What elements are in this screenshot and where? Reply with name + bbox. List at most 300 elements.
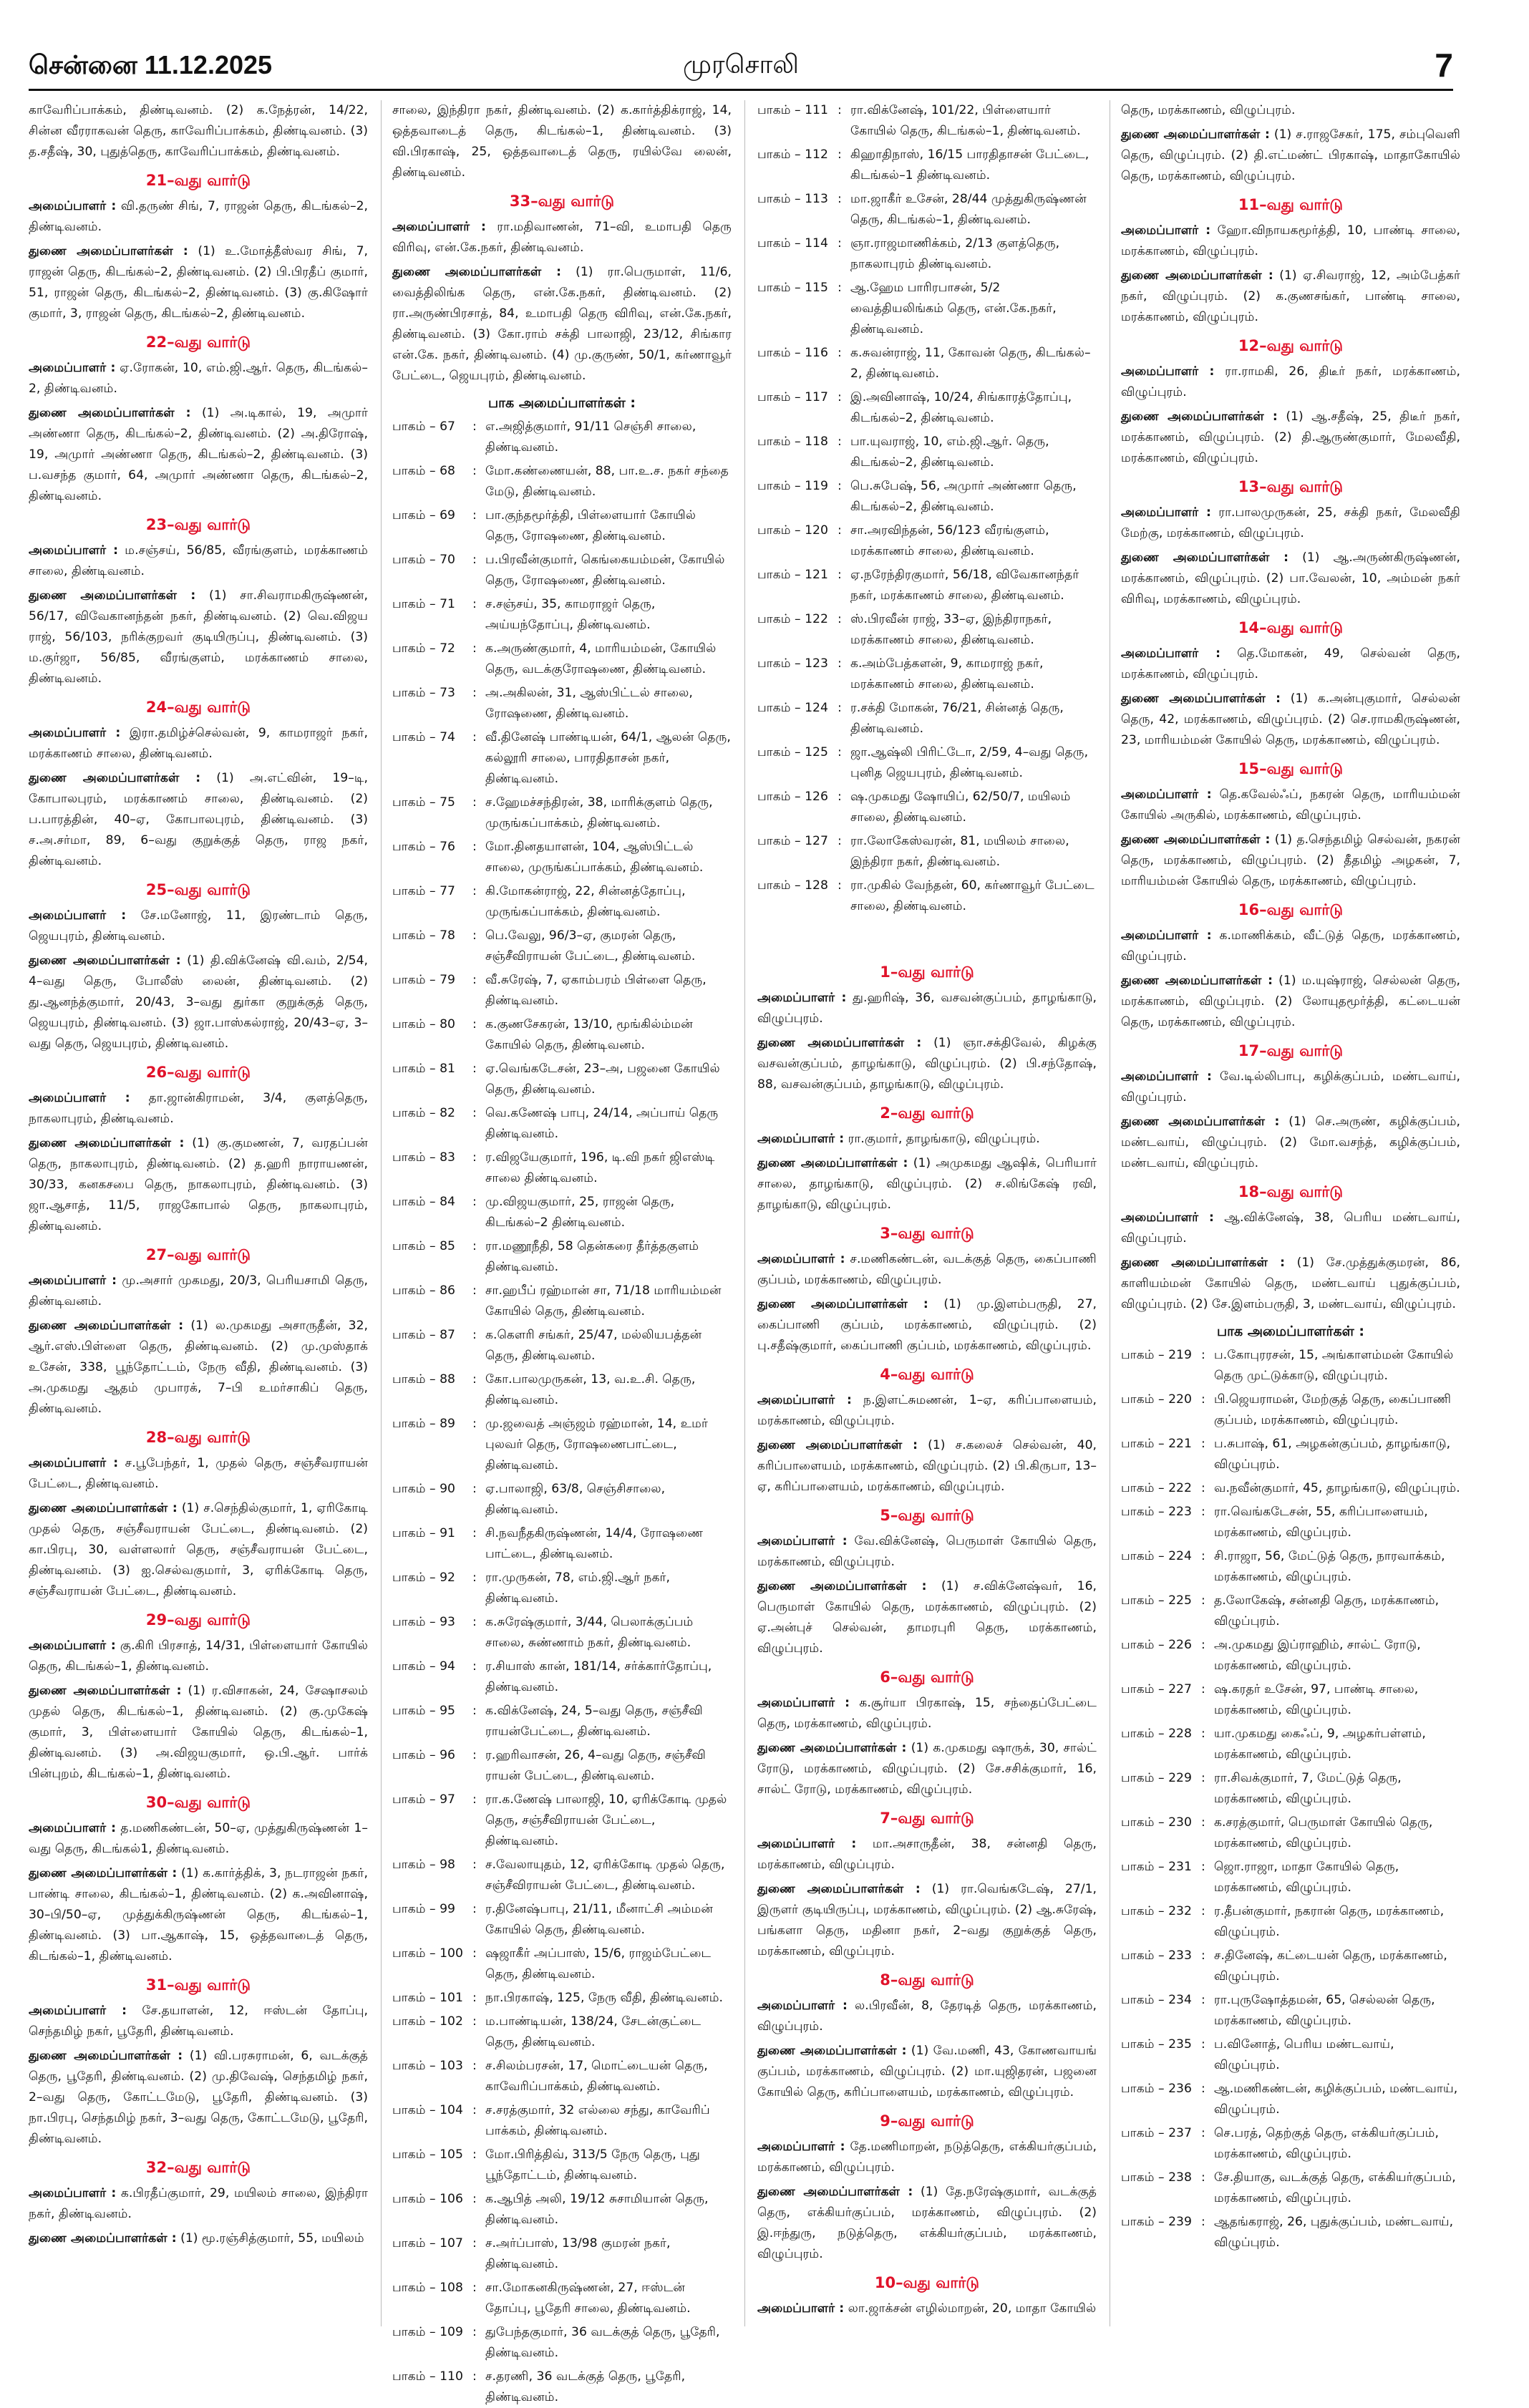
booth-entry — [392, 2145, 732, 2186]
appointment-paragraph — [757, 1879, 1097, 1962]
role-label: அமைப்பாளர் : — [757, 1837, 857, 1851]
appointment-paragraph — [29, 1863, 368, 1967]
appointment-text: ரா.குமார், தாழங்காடு, விழுப்புரம். — [848, 1132, 1040, 1146]
appointment-paragraph — [1121, 644, 1460, 685]
ward-heading: 6–வது வார்டு — [880, 1669, 974, 1686]
booth-number: பாகம் – 92 — [392, 1570, 455, 1585]
booth-entry — [392, 727, 732, 790]
booth-entry — [392, 417, 732, 458]
booth-person: ர.ஹரிவாசன், 26, 4–வது தெரு, சஞ்சீவி ராயன் பேட்டை, திண்டிவனம். — [485, 1748, 706, 1783]
booth-person: ச.சிலம்பரசன், 17, மொட்டையன் தெரு, காவேரிப்பாக்கம், திண்டிவனம். — [485, 2059, 708, 2094]
booth-person: சா.மோகனகிருஷ்ணன், 27, ஈஸ்டன் தோப்பு, பூதேரி சாலை, திண்டிவனம். — [485, 2281, 691, 2316]
booth-colon: : — [1201, 1860, 1205, 1874]
booth-person: த.லோகேஷ், சன்னதி தெரு, மரக்காணம், விழுப்புரம். — [1214, 1593, 1440, 1628]
booth-number: பாகம் – 71 — [392, 597, 455, 611]
booth-number: பாகம் – 104 — [392, 2103, 463, 2117]
booth-person: ர.சக்தி மோகன், 76/21, சின்னத் தெரு, திண்டிவனம். — [850, 701, 1064, 736]
appointment-paragraph — [29, 2228, 368, 2249]
booth-person: ர.சியாஸ் கான், 181/14, சர்க்கார்தோப்பு, திண்டிவனம். — [485, 1659, 712, 1694]
booth-number: பாகம் – 75 — [392, 795, 455, 810]
booth-person: பெ.வேலு, 96/3–ஏ, குமரன் தெரு, சஞ்சீவிராயன் பேட்டை, திண்டிவனம். — [485, 928, 696, 963]
ward-heading: 10–வது வார்டு — [874, 2274, 980, 2291]
booth-number: பாகம் – 231 — [1121, 1860, 1192, 1874]
booth-colon: : — [1201, 2170, 1205, 2185]
appointment-paragraph — [29, 241, 368, 324]
appointment-text: (1) மூ.ரஞ்சித்குமார், 55, மயிலம் — [180, 2231, 364, 2246]
booth-entry — [1121, 1990, 1460, 2031]
booth-colon: : — [472, 1659, 477, 1674]
booth-colon: : — [838, 568, 842, 582]
booth-entry — [392, 1656, 732, 1698]
booth-number: பாகம் – 117 — [757, 390, 828, 404]
booth-colon: : — [1201, 2215, 1205, 2229]
booth-entry — [1121, 1679, 1460, 1721]
appointment-text: வே.டில்லிபாபு, கழிக்குப்பம், மண்டவாய், விழுப்புரம். — [1121, 1069, 1460, 1105]
appointment-paragraph — [757, 1576, 1097, 1659]
booth-number: பாகம் – 224 — [1121, 1549, 1192, 1563]
booth-number: பாகம் – 223 — [1121, 1505, 1192, 1519]
appointment-paragraph — [29, 1453, 368, 1495]
ward-heading: 15–வது வார்டு — [1238, 760, 1344, 777]
ward-heading: 22–வது வார்டு — [145, 334, 251, 351]
ward-heading: 28–வது வார்டு — [145, 1429, 251, 1446]
role-label: அமைப்பாளர் : — [29, 1456, 119, 1470]
appointment-text: ஹோ.விநாயகமூர்த்தி, 10, பாண்டி சாலை, மரக்காணம், விழுப்புரம். — [1121, 223, 1461, 258]
booth-entry — [392, 1523, 732, 1565]
booth-colon: : — [838, 745, 842, 759]
role-label: அமைப்பாளர் : — [1121, 1210, 1214, 1225]
appointment-paragraph — [757, 1435, 1097, 1497]
booth-entry — [392, 1943, 732, 1985]
appointment-paragraph — [757, 2298, 1097, 2319]
appointment-text: (1) ஆ.சதீஷ், 25, திடீர் நகர், மரக்காணம், விழுப்புரம். (2) தி.ஆருண்குமார், மேலவீதி, மரக்காணம், விழுப்புரம். — [1121, 409, 1460, 465]
booth-number: பாகம் – 122 — [757, 612, 828, 626]
booth-number: பாகம் – 126 — [757, 790, 828, 804]
newspaper-title: முரசொலி — [683, 50, 799, 79]
booth-person: க.விக்னேஷ், 24, 5–வது தெரு, சஞ்சீவி ராயன்பேட்டை, திண்டிவனம். — [485, 1704, 703, 1739]
booth-person: க.சரத்குமார், பெருமாள் கோயில் தெரு, மரக்காணம், விழுப்புரம். — [1214, 1815, 1433, 1850]
role-label: அமைப்பாளர் : — [1121, 1069, 1212, 1084]
booth-entry — [392, 2056, 732, 2097]
booth-colon: : — [472, 2059, 477, 2073]
role-label: அமைப்பாளர் : — [757, 1999, 848, 2013]
booth-person: பெ.சுபேஷ், 56, அமுார் அண்ணா தெரு, கிடங்கல்–2, திண்டிவனம். — [850, 479, 1077, 514]
role-label: அமைப்பாளர் : — [1121, 505, 1211, 520]
role-label: அமைப்பாளர் : — [1121, 928, 1212, 943]
booth-number: பாகம் – 118 — [757, 434, 828, 449]
appointment-paragraph — [29, 100, 368, 162]
appointment-paragraph — [757, 1294, 1097, 1356]
booth-entry — [1121, 1389, 1460, 1431]
appointment-paragraph — [1121, 361, 1460, 403]
booth-person: க.கௌரி சங்கர், 25/47, மல்லியபத்தன் தெரு, திண்டிவனம். — [485, 1328, 702, 1363]
appointment-paragraph — [757, 988, 1097, 1029]
booth-person: ரா.மணூநீதி, 58 தென்கரை தீர்த்தகுளம் திண்டிவனம். — [485, 1239, 699, 1274]
booth-number: பாகம் – 87 — [392, 1328, 455, 1342]
appointment-paragraph — [29, 358, 368, 399]
booth-colon: : — [1201, 1771, 1205, 1785]
booth-colon: : — [472, 2103, 477, 2117]
booth-number: பாகம் – 79 — [392, 973, 455, 987]
booth-colon: : — [472, 2281, 477, 2295]
booth-person: ஏ.பாலாஜி, 63/8, செஞ்சிசாலை, திண்டிவனம். — [485, 1482, 666, 1517]
booth-entry — [392, 1192, 732, 1233]
booth-colon: : — [472, 928, 477, 943]
booth-number: பாகம் – 229 — [1121, 1771, 1192, 1785]
booth-person: வெ.கணேஷ் பாபு, 24/14, அப்பாய் தெரு திண்டிவனம். — [485, 1106, 719, 1141]
booth-number: பாகம் – 107 — [392, 2236, 463, 2251]
booth-number: பாகம் – 83 — [392, 1150, 455, 1165]
booth-colon: : — [472, 1615, 477, 1629]
booth-colon: : — [472, 1792, 477, 1807]
masthead — [29, 47, 1453, 91]
booth-entry — [392, 1369, 732, 1411]
booth-number: பாகம் – 99 — [392, 1902, 455, 1916]
booth-person: ஞா.ராஜமாணிக்கம், 2/13 குளத்தெரு, நாகலாபுரம் திண்டிவனம். — [850, 236, 1060, 271]
appointment-text: (1) ஆ.அருண்கிருஷ்ணன், மரக்காணம், விழுப்புரம். (2) பா.வேலன், 10, அம்மன் நகர் விரிவு, மரக்காணம், விழுப்புரம். — [1121, 550, 1460, 606]
booth-number: பாகம் – 127 — [757, 834, 828, 848]
ward-heading: 5–வது வார்டு — [880, 1507, 974, 1524]
booth-entry — [392, 550, 732, 591]
booth-person: துபேந்தகுமார், 36 வடக்குத் தெரு, பூதேரி, திண்டிவனம். — [485, 2325, 720, 2360]
booth-entry — [1121, 1768, 1460, 1810]
booth-colon: : — [472, 2192, 477, 2206]
booth-person: ஏ.நரேந்திரகுமார், 56/18, விவேகானந்தர் நகர், மரக்காணம் சாலை, திண்டிவனம். — [850, 568, 1079, 603]
ward-heading: 24–வது வார்டு — [145, 699, 251, 716]
booth-colon: : — [1201, 2126, 1205, 2140]
booth-number: பாகம் – 225 — [1121, 1593, 1192, 1608]
appointment-text: (1) க.முகமது ஷாருக், 30, சால்ட் ரோடு, மரக்காணம், விழுப்புரம். (2) சே.சசிக்குமார், 16, சால்ட் ரோடு, மரக்காணம், விழுப்புரம். — [757, 1741, 1097, 1797]
booth-number: பாகம் – 111 — [757, 103, 828, 117]
role-label: துணை அமைப்பாளர்கள் : — [29, 1866, 178, 1880]
appointment-text: (1) ரா.பெருமாள், 11/6, வைத்திலிங்க தெரு, என்.கே.நகர், திண்டிவனம். (2) ரா.அருண்பிரசாத், 84, உமாபதி தெரு விரிவு, என்.கே.நகர், திண்டிவனம். (3) கோ.ராம் சக்தி பாலாஜி, 23/12, சிங்கார என்.கே. நகர், திண்டிவனம். (4) மு.குருண், 50/1, கர்ணாவூர் பேட்டை, ஜெயபுரம், திண்டிவனம். — [392, 265, 732, 383]
appointment-paragraph — [757, 1129, 1097, 1150]
role-label: துணை அமைப்பாளர்கள் : — [757, 1579, 927, 1593]
booth-colon: : — [838, 103, 842, 117]
role-label: துணை அமைப்பாளர்கள் : — [29, 244, 188, 258]
ward-heading: 11–வது வார்டு — [1238, 196, 1344, 213]
appointment-text: தெரு, மரக்காணம், விழுப்புரம். — [1121, 103, 1296, 117]
issue-date: சென்னை 11.12.2025 — [29, 50, 273, 79]
booth-person: க.அம்பேத்களன், 9, காமராஜ் நகர், மரக்காணம் சாலை, திண்டிவனம். — [850, 656, 1044, 691]
booth-number: பாகம் – 103 — [392, 2059, 463, 2073]
booth-entry — [392, 1325, 732, 1366]
booth-number: பாகம் – 121 — [757, 568, 828, 582]
appointment-text: (1) சா.சிவராமகிருஷ்ணன், 56/17, விவேகானந்தன் நகர், திண்டிவனம். (2) வெ.விஜய ராஜ், 56/103, நரிக்குறவர் குடியிருப்பு, திண்டிவனம். (3) ம.குர்ஜா, 56/85, வீரங்குளம், மரக்காணம் சாலை, திண்டிவனம். — [29, 588, 368, 686]
appointment-text: (1) க.கார்த்திக், 3, நடராஜன் நகர், பாண்டி சாலை, கிடங்கல்–1, திண்டிவனம். (2) க.அவினாஷ், 30–பி/50–ஏ, முத்துக்கிருஷ்ணன் தெரு, கிடங்கல்–1, திண்டிவனம். (3) பா.ஆகாஷ், 15, ஒத்தவாடைத் தெரு, கிடங்கல்–1, திண்டிவனம். — [29, 1866, 368, 1963]
appointment-paragraph — [29, 1818, 368, 1860]
booth-entry — [392, 1745, 732, 1787]
booth-entry — [757, 609, 1097, 651]
ward-heading: 3–வது வார்டு — [880, 1225, 974, 1242]
booth-colon: : — [472, 1482, 477, 1496]
appointment-text: (1) கு.குமணன், 7, வரதப்பன் தெரு, நாகலாபுரம், திண்டிவனம். (2) த.ஹரி நாராயணன், 30/33, கனகசபை தெரு, நாகலாபுரம், திண்டிவனம். (3) ஜா.ஆசாத், 11/5, ராஜகோபால் தெரு, நாகலாபுரம், திண்டிவனம். — [29, 1136, 368, 1233]
ward-heading: 8–வது வார்டு — [880, 1971, 974, 1989]
booth-number: பாகம் – 110 — [392, 2369, 463, 2384]
booth-colon: : — [472, 1328, 477, 1342]
booth-entry — [1121, 2123, 1460, 2165]
appointment-paragraph — [1121, 125, 1460, 187]
appointment-paragraph — [757, 1996, 1097, 2037]
role-label: துணை அமைப்பாளர்கள் : — [757, 2044, 907, 2058]
booth-colon: : — [472, 641, 477, 656]
booth-colon: : — [472, 2147, 477, 2162]
booth-person: ச.சஞ்சய், 35, காமராஜர் தெரு, அய்யந்தோப்பு, திண்டிவனம். — [485, 597, 656, 632]
role-label: அமைப்பாளர் : — [29, 543, 118, 558]
booth-number: பாகம் – 85 — [392, 1239, 455, 1253]
ward-heading: 14–வது வார்டு — [1238, 619, 1344, 636]
appointment-paragraph — [392, 100, 732, 183]
booth-person: மு.விஜயகுமார், 25, ராஜன் தெரு, கிடங்கல்–2 திண்டிவனம். — [485, 1195, 675, 1230]
booth-person: ஷ.கரதர் உசேன், 97, பாண்டி சாலை, மரக்காணம், விழுப்புரம். — [1214, 1682, 1419, 1717]
booth-colon: : — [472, 1150, 477, 1165]
booth-entry — [757, 742, 1097, 784]
booth-entry — [1121, 1434, 1460, 1475]
appointment-paragraph — [757, 1390, 1097, 1432]
booth-entry — [1121, 1901, 1460, 1943]
booth-person: ஜா.ஆஷ்லி பிரிட்டோ, 2/59, 4–வது தெரு, புனித ஜெயபுரம், திண்டிவனம். — [850, 745, 1089, 780]
booth-entry — [757, 787, 1097, 828]
appointment-paragraph — [1121, 407, 1460, 469]
appointment-text: மா.அசாருதீன், 38, சன்னதி தெரு, மரக்காணம், விழுப்புரம். — [757, 1837, 1097, 1872]
booth-person: ர.தினேஷ்பாபு, 21/11, மீனாட்சி அம்மன் கோயில் தெரு, திண்டிவனம். — [485, 1902, 714, 1937]
appointment-text: (1) ல.முகமது அசாருதீன், 32, ஆர்.எஸ்.பிள்ளை தெரு, திண்டிவனம். (2) மு.முஸ்தாக் உசேன், 338, பூந்தோட்டம், நேரு வீதி, திண்டிவனம். (3) அ.முகமது ஆதம் முபாரக், 7–பி உமர்சாகிப் தெரு, திண்டிவனம். — [29, 1319, 368, 1416]
booth-entry — [392, 1014, 732, 1056]
booth-person: ஜொ.ராஜா, மாதா கோயில் தெரு, மரக்காணம், விழுப்புரம். — [1214, 1860, 1399, 1895]
booth-entry — [392, 1147, 732, 1189]
appointment-paragraph — [757, 1033, 1097, 1095]
appointment-text: ஆ.விக்னேஷ், 38, பெரிய மண்டவாய், விழுப்புரம். — [1121, 1210, 1460, 1246]
booth-person: ரா.புருஷோத்தமன், 65, செல்லன் தெரு, மரக்காணம், விழுப்புரம். — [1214, 1993, 1435, 2028]
appointment-paragraph — [29, 1088, 368, 1130]
booth-colon: : — [838, 479, 842, 493]
role-label: துணை அமைப்பாளர்கள் : — [1121, 550, 1288, 565]
booth-number: பாகம் – 88 — [392, 1372, 455, 1387]
appointment-text: (1) தி.விக்னேஷ் வி.வம், 2/54, 4–வது தெரு, போலீஸ் லைன், திண்டிவனம். (2) து.ஆனந்த்குமார், 20/43, 3–வது துர்கா குறுக்குத் தெரு, ஜெயபுரம், திண்டிவனம். (3) ஜா.பாஸ்கல்ராஜ், 20/43–ஏ, 3–வது தெரு, ஜெயபுரம், திண்டிவனம். — [29, 953, 368, 1051]
appointment-text: (1) செ.அருண், கழிக்குப்பம், மண்டவாய், விழுப்புரம். (2) மோ.வசந்த், கழிக்குப்பம், மண்டவாய், விழுப்புரம். — [1121, 1115, 1460, 1170]
appointment-text: (1) க.அன்புகுமார், செல்லன் தெரு, 42, மரக்காணம், விழுப்புரம். (2) செ.ராமகிருஷ்ணன், 23, மாரியம்மன் கோயில் தெரு, மரக்காணம், விழுப்புரம். — [1121, 691, 1460, 747]
role-label: துணை அமைப்பாளர்கள் : — [757, 1741, 907, 1755]
booth-entry — [1121, 1591, 1460, 1632]
booth-colon: : — [472, 1526, 477, 1540]
booth-colon: : — [1201, 2037, 1205, 2052]
booth-person: ரா.முகில் வேந்தன், 60, கர்ணாவூர் பேட்டை சாலை, திண்டிவனம். — [850, 878, 1094, 913]
role-label: அமைப்பாளர் : — [1121, 646, 1220, 661]
booth-number: பாகம் – 97 — [392, 1792, 455, 1807]
booth-entry — [757, 831, 1097, 873]
ward-heading: 32–வது வார்டு — [145, 2159, 251, 2176]
booth-colon: : — [838, 281, 842, 295]
booth-colon: : — [472, 1017, 477, 1031]
appointment-paragraph — [392, 262, 732, 387]
booth-person: க.சுவன்ராஜ், 11, கோவன் தெரு, கிடங்கல்–2, திண்டிவனம். — [850, 346, 1091, 381]
booth-person: எ.அஜித்குமார், 91/11 செஞ்சி சாலை, திண்டிவனம். — [485, 419, 696, 455]
booth-number: பாகம் – 222 — [1121, 1481, 1192, 1495]
ward-heading: 13–வது வார்டு — [1238, 478, 1344, 495]
booth-number: பாகம் – 76 — [392, 840, 455, 854]
booth-entry — [1121, 2167, 1460, 2209]
booth-colon: : — [472, 597, 477, 611]
ward-heading: 9–வது வார்டு — [880, 2112, 974, 2130]
booth-entry — [392, 1281, 732, 1322]
booth-colon: : — [838, 192, 842, 206]
booth-number: பாகம் – 102 — [392, 2014, 463, 2029]
booth-colon: : — [1201, 1948, 1205, 1963]
booth-person: ஆ.ஹேம பாரிரபாசன், 5/2 வைத்தியலிங்கம் தெரு, என்.கே.நகர், திண்டிவனம். — [850, 281, 1057, 336]
appointment-text: த.மணிகண்டன், 50–ஏ, முத்துகிருஷ்ணன் 1–வது தெரு, கிடங்கல்1, திண்டிவனம். — [29, 1821, 369, 1856]
booth-number: பாகம் – 94 — [392, 1659, 455, 1674]
booth-entry — [392, 1103, 732, 1145]
column-divider — [744, 100, 745, 2326]
appointment-text: க.சூர்யா பிரகாஷ், 15, சந்தைப்பேட்டை தெரு, மரக்காணம், விழுப்புரம். — [757, 1696, 1097, 1731]
booth-person: ப.சுபாஷ், 61, அழகன்குப்பம், தாழங்காடு, விழுப்புரம். — [1214, 1437, 1451, 1472]
appointment-text: சே.தயாளன், 12, ஈஸ்டன் தோப்பு, செந்தமிழ் நகர், பூதேரி, திண்டிவனம். — [29, 2004, 368, 2039]
role-label: அமைப்பாளர் : — [29, 908, 127, 923]
appointment-paragraph — [29, 906, 368, 947]
booth-person: ப.கோபுரரசன், 15, அங்காளம்மன் கோயில் தெரு முட்டுக்காடு, விழுப்புரம். — [1214, 1348, 1454, 1383]
appointment-text: (1) உ.மோத்தீஸ்வர சிங், 7, ராஜன் தெரு, கிடங்கல்–2, திண்டிவனம். (2) பி.பிரதீப் குமார், 51, ராஜன் தெரு, கிடங்கல்–2, திண்டிவனம். (3) கு.கிஷோர் குமார், 3, ராஜன் தெரு, கிடங்கல்–2, திண்டிவனம். — [29, 244, 368, 321]
booth-person: வீ.தினேஷ் பாண்டியன், 64/1, ஆலன் தெரு, கல்லூரி சாலை, பாரதிதாசன் நகர், திண்டிவனம். — [485, 730, 731, 786]
booth-colon: : — [472, 973, 477, 987]
booth-person: மோ.கண்ணையன், 88, பா.உ.ச. நகர் சந்தை மேடு, திண்டிவனம். — [485, 464, 729, 499]
booth-colon: : — [1201, 1348, 1205, 1362]
appointment-text: (1) ச.கலைச் செல்வன், 40, கரிப்பாளையம், மரக்காணம், விழுப்புரம். (2) பி.கிருபா, 13–ஏ, கரிப்பாளையம், மரக்காணம், விழுப்புரம். — [757, 1438, 1097, 1494]
booth-person: மோ.தினதயாளன், 104, ஆஸ்பிட்டல் சாலை, முருங்கப்பாக்கம், திண்டிவனம். — [485, 840, 704, 875]
booth-colon: : — [472, 1195, 477, 1209]
booth-number: பாகம் – 112 — [757, 147, 828, 162]
booth-person: ம.பாண்டியன், 138/24, சேடன்குட்டை தெரு, திண்டிவனம். — [485, 2014, 702, 2049]
booth-entry — [757, 189, 1097, 230]
booth-number: பாகம் – 109 — [392, 2325, 463, 2339]
booth-colon: : — [838, 434, 842, 449]
booth-number: பாகம் – 93 — [392, 1615, 455, 1629]
appointment-text: ஏ.ரோகன், 10, எம்.ஜி.ஆர். தெரு, கிடங்கல்–2, திண்டிவனம். — [29, 361, 369, 396]
appointment-text: வே.விக்னேஷ், பெருமாள் கோயில் தெரு, மரக்காணம், விழுப்புரம். — [757, 1534, 1097, 1569]
role-label: அமைப்பாளர் : — [757, 1534, 848, 1548]
booth-person: அ.முகமது இப்ராஹிம், சால்ட் ரோடு, மரக்காணம், விழுப்புரம். — [1214, 1638, 1421, 1673]
appointment-text: (1) ர.விசாகன், 24, சேஷாசலம் முதல் தெரு, கிடங்கல்–1, திண்டிவனம். (2) கு.முகேஷ் குமார், 3, பிள்ளையார் கோயில் தெரு, கிடங்கல்–1, திண்டிவனம். (3) அ.விஜயகுமார், ஒ.பி.ஆர். பார்க் பின்புறம், கிடங்கல்–1, திண்டிவனம். — [29, 1684, 368, 1781]
booth-colon: : — [472, 1283, 477, 1298]
appointment-text: ந.இளட்சுமணன், 1–ஏ, கரிப்பாளையம், மரக்காணம், விழுப்புரம். — [757, 1393, 1097, 1428]
appointment-text: து.ஹரிஷ், 36, வசவன்குப்பம், தாழங்காடு, விழுப்புரம். — [757, 991, 1097, 1026]
booth-entry — [1121, 1502, 1460, 1543]
appointment-paragraph — [757, 2137, 1097, 2178]
booth-colon: : — [838, 612, 842, 626]
booth-person: மு.ஜவைத் அஞ்ஜம் ரஹ்மான், 14, உமர் புலவர் தெரு, ரோஷணைபாட்டை, திண்டிவனம். — [485, 1417, 708, 1472]
role-label: துணை அமைப்பாளர்கள் : — [757, 1297, 928, 1311]
appointment-text: ரா.ராமகி, 26, திடீர் நகர், மரக்காணம், விழுப்புரம். — [1121, 364, 1460, 399]
appointment-paragraph — [757, 1834, 1097, 1875]
booth-entry — [392, 2366, 732, 2408]
appointment-text: (1) ச.விக்னேஷ்வர், 16, பெருமாள் கோயில் தெரு, மரக்காணம், விழுப்புரம். (2) ஏ.அன்புச் செல்வன், தாமரபுரி தெரு, மரக்காணம், விழுப்புரம். — [757, 1579, 1097, 1656]
appointment-text: (1) அமுகமது ஆஷிக், பெரியார் சாலை, தாழங்காடு, விழுப்புரம். (2) ச.லிங்கேஷ் ரவி, தாழங்காடு, விழுப்புரம். — [757, 1156, 1097, 1212]
booth-number: பாகம் – 236 — [1121, 2082, 1192, 2096]
booth-person: க.அருண்குமார், 4, மாரியம்மன், கோயில் தெரு, வடக்குரோஷணை, திண்டிவனம். — [485, 641, 717, 676]
booth-entry — [1121, 1724, 1460, 1765]
booth-colon: : — [472, 1946, 477, 1961]
booth-colon: : — [472, 686, 477, 700]
booth-number: பாகம் – 235 — [1121, 2037, 1192, 2052]
role-label: துணை அமைப்பாளர்கள் : — [757, 1156, 908, 1170]
booth-number: பாகம் – 226 — [1121, 1638, 1192, 1652]
booth-entry — [392, 1855, 732, 1896]
appointment-paragraph — [1121, 1067, 1460, 1108]
booth-entry — [392, 837, 732, 878]
booth-entry — [392, 594, 732, 636]
booth-colon: : — [472, 730, 477, 744]
booth-number: பாகம் – 124 — [757, 701, 828, 715]
booth-colon: : — [838, 147, 842, 162]
booth-number: பாகம் – 108 — [392, 2281, 463, 2295]
booth-entry — [1121, 2034, 1460, 2076]
booth-person: பா.யுவராஜ், 10, எம்.ஜி.ஆர். தெரு, கிடங்கல்–2, திண்டிவனம். — [850, 434, 1049, 470]
booth-entry — [392, 926, 732, 967]
booth-colon: : — [838, 390, 842, 404]
column-divider — [381, 100, 382, 2326]
booth-entry — [1121, 1345, 1460, 1387]
booth-entry — [392, 683, 732, 724]
appointment-paragraph — [1121, 503, 1460, 544]
booth-entry — [392, 2233, 732, 2275]
booth-number: பாகம் – 233 — [1121, 1948, 1192, 1963]
role-label: துணை அமைப்பாளர்கள் : — [29, 406, 191, 420]
booth-colon: : — [838, 346, 842, 360]
ward-heading: 4–வது வார்டு — [880, 1366, 974, 1383]
booth-entry — [1121, 1946, 1460, 1987]
appointment-paragraph — [29, 2046, 368, 2150]
booth-colon: : — [472, 1106, 477, 1120]
booth-entry — [1121, 2079, 1460, 2120]
ward-heading: 30–வது வார்டு — [145, 1794, 251, 1811]
booth-number: பாகம் – 120 — [757, 523, 828, 538]
role-label: துணை அமைப்பாளர்கள் : — [29, 1136, 185, 1150]
booth-entry — [392, 1059, 732, 1100]
text-column-3 — [757, 100, 1097, 2348]
appointment-text: தெ.கவேல்ஃப், நகரன் தெரு, மாரியம்மன் கோயில் அருகில், மரக்காணம், விழுப்புரம். — [1121, 787, 1460, 822]
booth-person: ஆ.மணிகண்டன், கழிக்குப்பம், மண்டவாய், விழுப்புரம். — [1214, 2082, 1458, 2117]
appointment-paragraph — [29, 1133, 368, 1237]
appointment-paragraph — [29, 1316, 368, 1419]
appointment-paragraph — [757, 2041, 1097, 2103]
booth-person: மா.ஜாகீர் உசேன், 28/44 முத்துகிருஷ்ணன் தெரு, கிடங்கல்–1, திண்டிவனம். — [850, 192, 1087, 227]
booth-entry — [1121, 1857, 1460, 1898]
appointment-paragraph — [29, 723, 368, 764]
booth-person: கிஹாதிநாஸ், 16/15 பாரதிதாசன் பேட்டை, கிடங்கல்–1 திண்டிவனம். — [850, 147, 1089, 183]
appointment-paragraph — [29, 1271, 368, 1312]
booth-colon: : — [472, 1858, 477, 1872]
booth-colon: : — [472, 553, 477, 567]
role-label: துணை அமைப்பாளர்கள் : — [29, 953, 181, 968]
booth-entry — [757, 432, 1097, 473]
role-label: துணை அமைப்பாளர்கள் : — [29, 2231, 177, 2246]
appointment-text: க.பிரதீப்குமார், 29, மயிலம் சாலை, இந்திரா நகர், திண்டிவனம். — [29, 2186, 368, 2221]
role-label: துணை அமைப்பாளர்கள் : — [1121, 268, 1273, 283]
booth-entry — [1121, 1635, 1460, 1676]
booth-person: மோ.பிரித்திவ், 313/5 நேரு தெரு, புது பூந்தோட்டம், திண்டிவனம். — [485, 2147, 700, 2183]
booth-entry — [757, 654, 1097, 695]
booth-colon: : — [838, 878, 842, 893]
appointment-text: (1) ஞா.சக்திவேல், கிழக்கு வசவன்குப்பம், தாழங்காடு, விழுப்புரம். (2) பி.சந்தோஷ், 88, வசவன்குப்பம், தாழங்காடு, விழுப்புரம். — [757, 1036, 1097, 1092]
appointment-text: கு.கிரி பிரசாத், 14/31, பிள்ளையார் கோயில் தெரு, கிடங்கல்–1, திண்டிவனம். — [29, 1638, 368, 1674]
booth-number: பாகம் – 238 — [1121, 2170, 1192, 2185]
booth-number: பாகம் – 82 — [392, 1106, 455, 1120]
booth-person: வ.நவீன்குமார், 45, தாழங்காடு, விழுப்புரம். — [1214, 1481, 1460, 1495]
appointment-text: (1) தே.நரேஷ்குமார், வடக்குத் தெரு, எக்கியர்குப்பம், மரக்காணம், விழுப்புரம். (2) இ.ஈந்துரு, நடுத்தெரு, எக்கியர்குப்பம், மரக்காணம், விழுப்புரம். — [757, 2185, 1097, 2261]
role-label: துணை அமைப்பாளர்கள் : — [29, 1684, 182, 1698]
booth-number: பாகம் – 74 — [392, 730, 455, 744]
booth-person: பா.குந்தமூர்த்தி, பிள்ளையார் கோயில் தெரு, ரோஷணை, திண்டிவனம். — [485, 508, 696, 543]
role-label: துணை அமைப்பாளர்கள் : — [757, 1882, 921, 1896]
